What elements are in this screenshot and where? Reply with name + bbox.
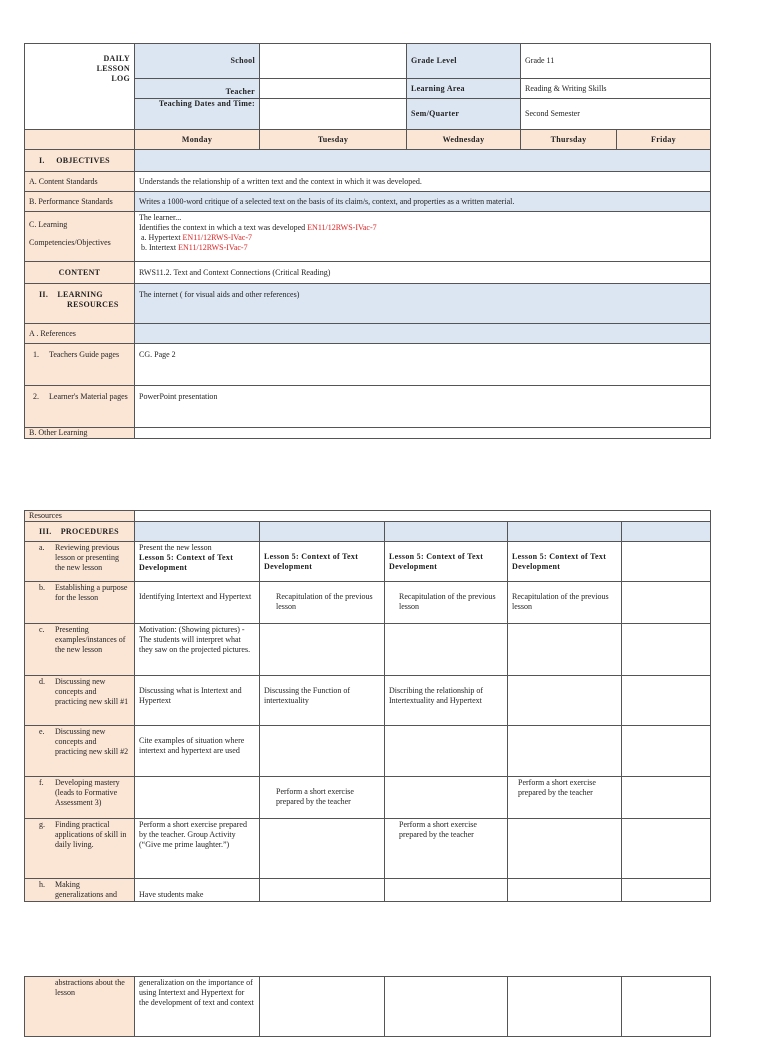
procedure-tuesday [260, 819, 385, 879]
sem-label: Sem/Quarter [407, 99, 521, 130]
procedure-label-text: Discussing new concepts and practicing new skill #2 [55, 727, 129, 756]
comp-code: EN11/12RWS-IVac-7 [307, 223, 377, 232]
other-learning-label: B. Other Learning [25, 428, 135, 439]
dll-block-3 [24, 976, 710, 1037]
procedure-label [25, 624, 135, 676]
procedure-friday [622, 676, 711, 726]
procedure-thursday: Perform a short exercise prepared by the teacher [508, 777, 622, 819]
procedure-label-row [29, 625, 130, 655]
competencies-line: The learner... [139, 213, 182, 222]
resources-value: The internet ( for visual aids and other references) [135, 284, 711, 324]
procedure-thursday: Recapitulation of the previous lesson [508, 582, 622, 624]
procedure-label-row [29, 778, 130, 808]
procedure-thursday [508, 819, 622, 879]
day-thursday: Thursday [521, 130, 617, 150]
procedure-label-text: Discussing new concepts and practicing new skill #1 [55, 677, 129, 706]
procedure-label-text: Establishing a purpose for the lesson [55, 583, 128, 602]
comp-code: EN11/12RWS-IVac-7 [182, 233, 253, 242]
other-learning-value-cont [135, 511, 711, 522]
comp-code: EN11/12RWS-IVac-7 [178, 243, 248, 252]
procedure-wednesday [385, 726, 508, 777]
procedure-label-text: Making generalizations and [55, 880, 117, 899]
procedure-monday: Discussing what is Intertext and Hypertext [135, 676, 260, 726]
teacher-label: Teacher [135, 79, 260, 99]
procedure-letter: a. [39, 543, 45, 552]
procedure-row-c [25, 624, 711, 676]
title-line: LOG [111, 74, 130, 83]
procedure-thursday: Lesson 5: Context of Text Development [508, 542, 622, 582]
content-standards-label: A. Content Standards [25, 172, 135, 192]
lm-text: Learner's Material pages [49, 392, 128, 401]
procedure-monday: Have students make [135, 879, 260, 902]
title-line: LESSON [96, 64, 130, 73]
competencies-label [25, 212, 135, 262]
procedure-wednesday: Recapitulation of the previous lesson [385, 582, 508, 624]
procedure-friday [622, 726, 711, 777]
references-fill [135, 324, 711, 344]
procedures-fill [260, 522, 385, 542]
procedure-monday [135, 542, 260, 582]
comp-text: Identifies the context in which a text was developed [139, 223, 308, 232]
procedure-wednesday [385, 624, 508, 676]
dates-label: Teaching Dates and Time: [135, 99, 260, 130]
procedure-label-row [29, 820, 130, 850]
lm-value: PowerPoint presentation [135, 386, 711, 428]
procedure-thursday [508, 879, 622, 902]
procedure-friday [622, 819, 711, 879]
area-value[interactable]: Reading & Writing Skills [521, 79, 711, 99]
performance-standards-value: Writes a 1000-word critique of a selected text on the basis of its claim/s, context, and properties as a written material. [135, 192, 711, 212]
day-wednesday: Wednesday [407, 130, 521, 150]
procedure-wednesday [385, 879, 508, 902]
procedure-monday: Perform a short exercise prepared by the teacher. Group Activity (“Give me prime laughter.”) [135, 819, 260, 879]
procedures-fill [385, 522, 508, 542]
competencies-line [139, 223, 706, 233]
resources-title: RESOURCES [67, 300, 119, 309]
comp-text: b. Intertext [141, 243, 179, 252]
procedures-title: PROCEDURES [60, 526, 119, 536]
lm-num: 2. [33, 392, 39, 401]
lm-label [25, 386, 135, 428]
procedure-thursday-cont [508, 977, 622, 1037]
procedure-label [25, 726, 135, 777]
procedure-monday: Motivation: (Showing pictures) - The students will interpret what they saw on the projected pictures. [135, 624, 260, 676]
procedure-wednesday [385, 777, 508, 819]
tg-text: Teachers Guide pages [49, 350, 120, 359]
objectives-heading-fill [135, 150, 711, 172]
dll-block-1 [24, 43, 710, 439]
procedure-tuesday [260, 726, 385, 777]
resources-heading [25, 284, 135, 324]
procedure-friday [622, 777, 711, 819]
grade-value[interactable]: Grade 11 [521, 44, 711, 79]
procedure-pre-text: Present the new lesson [139, 543, 212, 552]
objectives-title: OBJECTIVES [56, 155, 110, 165]
procedure-text: Lesson 5: Context of Text Development [139, 553, 234, 572]
competencies-line [139, 243, 706, 253]
procedure-label [25, 676, 135, 726]
tg-num: 1. [33, 350, 39, 359]
procedure-wednesday: Lesson 5: Context of Text Development [385, 542, 508, 582]
tg-label-row [29, 350, 130, 360]
procedure-monday [135, 777, 260, 819]
procedure-row-d [25, 676, 711, 726]
other-learning-label-cont: Resources [25, 511, 135, 522]
day-friday: Friday [617, 130, 711, 150]
procedure-letter: b. [39, 583, 45, 592]
procedure-label [25, 879, 135, 902]
procedure-label-text: Finding practical applications of skill in daily living. [55, 820, 127, 849]
procedures-num: III. [39, 526, 52, 536]
title-line: DAILY [103, 54, 130, 63]
procedures-heading [25, 522, 135, 542]
procedures-fill [508, 522, 622, 542]
procedure-row-e [25, 726, 711, 777]
resources-heading-line [39, 290, 130, 300]
teacher-value[interactable] [260, 79, 407, 99]
dll-title [25, 44, 135, 130]
procedure-label-text: Reviewing previous lesson or presenting the new lesson [55, 543, 120, 572]
school-value[interactable] [260, 44, 407, 79]
day-monday: Monday [135, 130, 260, 150]
procedure-row-f [25, 777, 711, 819]
procedure-thursday [508, 676, 622, 726]
procedure-letter: c. [39, 625, 45, 634]
procedure-friday [622, 542, 711, 582]
procedure-tuesday: Perform a short exercise prepared by the teacher [260, 777, 385, 819]
procedure-monday-cont: generalization on the importance of using Intertext and Hypertext for the development of text and context [135, 977, 260, 1037]
procedure-label-row [29, 583, 130, 603]
procedure-tuesday [260, 624, 385, 676]
procedure-label-row [29, 727, 130, 757]
procedure-label-row [29, 543, 130, 573]
dates-value[interactable] [260, 99, 407, 130]
procedure-label [25, 777, 135, 819]
competencies-value [135, 212, 711, 262]
procedures-fill [135, 522, 260, 542]
sem-value[interactable]: Second Semester [521, 99, 711, 130]
procedure-friday [622, 582, 711, 624]
procedure-monday: Identifying Intertext and Hypertext [135, 582, 260, 624]
content-standards-value: Understands the relationship of a written text and the context in which it was developed. [135, 172, 711, 192]
tg-label [25, 344, 135, 386]
resources-num: II. [39, 290, 49, 299]
other-learning-value [135, 428, 711, 439]
procedure-letter: h. [39, 880, 45, 889]
procedure-tuesday [260, 879, 385, 902]
procedure-row-b [25, 582, 711, 624]
procedure-label [25, 819, 135, 879]
day-tuesday: Tuesday [260, 130, 407, 150]
procedure-tuesday-cont [260, 977, 385, 1037]
day-header-blank [25, 130, 135, 150]
procedure-row-h-cont [25, 977, 711, 1037]
procedure-letter: d. [39, 677, 45, 686]
objectives-num: I. [39, 155, 45, 165]
procedure-row-h [25, 879, 711, 902]
procedure-friday [622, 879, 711, 902]
procedure-tuesday: Recapitulation of the previous lesson [260, 582, 385, 624]
procedure-wednesday: Discribing the relationship of Intertextuality and Hypertext [385, 676, 508, 726]
content-label: CONTENT [25, 262, 135, 284]
content-value: RWS11.2. Text and Context Connections (Critical Reading) [135, 262, 711, 284]
procedure-friday-cont [622, 977, 711, 1037]
performance-standards-label: B. Performance Standards [25, 192, 135, 212]
procedure-thursday [508, 624, 622, 676]
tg-value: CG. Page 2 [135, 344, 711, 386]
procedure-thursday [508, 726, 622, 777]
competencies-label-line: C. Learning [29, 220, 68, 229]
procedure-row-a [25, 542, 711, 582]
procedure-label [25, 582, 135, 624]
procedure-wednesday-cont [385, 977, 508, 1037]
objectives-heading [25, 150, 135, 172]
dll-block-2 [24, 510, 710, 902]
school-label: School [135, 44, 260, 79]
procedure-label-text: Developing mastery (leads to Formative Assessment 3) [55, 778, 120, 807]
procedure-tuesday: Lesson 5: Context of Text Development [260, 542, 385, 582]
procedure-letter: f. [39, 778, 44, 787]
resources-title: LEARNING [57, 290, 103, 299]
procedure-friday [622, 624, 711, 676]
competencies-label-line: Competencies/Objectives [29, 238, 111, 247]
procedure-letter: g. [39, 820, 45, 829]
procedure-row-g [25, 819, 711, 879]
procedure-label-row [29, 677, 130, 707]
grade-label: Grade Level [407, 44, 521, 79]
procedure-tuesday: Discussing the Function of intertextuality [260, 676, 385, 726]
references-label: A . References [25, 324, 135, 344]
procedure-monday: Cite examples of situation where intertext and hypertext are used [135, 726, 260, 777]
procedure-label [25, 542, 135, 582]
procedure-label-text: Presenting examples/instances of the new lesson [55, 625, 126, 654]
competencies-line [139, 233, 706, 243]
procedure-label-cont: abstractions about the lesson [25, 977, 135, 1037]
procedure-label-row [29, 880, 130, 900]
lm-label-row [29, 392, 130, 402]
procedure-letter: e. [39, 727, 45, 736]
area-label: Learning Area [407, 79, 521, 99]
comp-text: a. Hypertext [141, 233, 183, 242]
procedures-fill [622, 522, 711, 542]
procedure-wednesday: Perform a short exercise prepared by the teacher [385, 819, 508, 879]
